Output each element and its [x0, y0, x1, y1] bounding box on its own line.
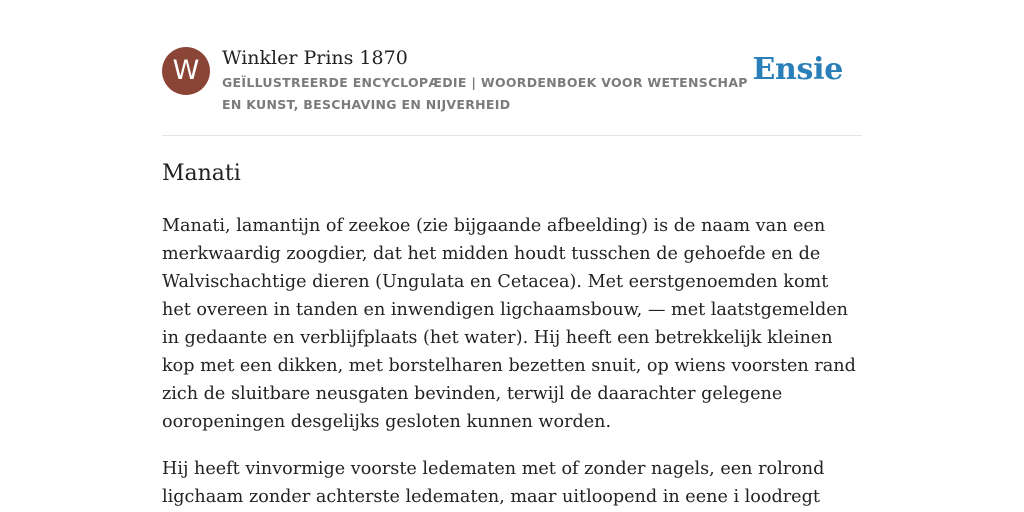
ensie-logo-link[interactable]: Ensie: [752, 52, 843, 87]
source-subtitle: GEÏLLUSTREERDE ENCYCLOPÆDIE | WOORDENBOEK VOOR WETENSCHAP EN KUNST, BESCHAVING EN NIJVERHEID: [222, 75, 748, 112]
source-avatar[interactable]: W: [162, 47, 210, 95]
page-header: [162, 0, 862, 136]
article-title: Manati: [162, 161, 241, 186]
article-paragraph: Hij heeft vinvormige voorste ledematen met of zonder nagels, een rolrond ligchaam zonder achterste ledematen, maar uitloopend in eene i loodregt: [162, 459, 825, 507]
article-body: [162, 212, 862, 512]
article-paragraph: Manati, lamantijn of zeekoe (zie bijgaande afbeelding) is de naam van een merkwaardig zoogdier, dat het midden houdt tusschen de gehoefde en de Walvischachtige dieren (Ungulata en Cetacea). Met eerstgenoemden komt het overeen in tanden en inwendigen ligchaamsbouw, — met laatstgemelden in gedaante en verblijfplaats (het water). Hij heeft een betrekkelijk kleinen kop met een dikken, met borstelharen bezetten snuit, op wiens voorsten rand zich de sluitbare neusgaten bevinden, terwijl de daarachter gelegene ooropeningen desgelijks gesloten kunnen worden.: [162, 216, 856, 432]
source-title[interactable]: Winkler Prins 1870: [222, 47, 408, 69]
